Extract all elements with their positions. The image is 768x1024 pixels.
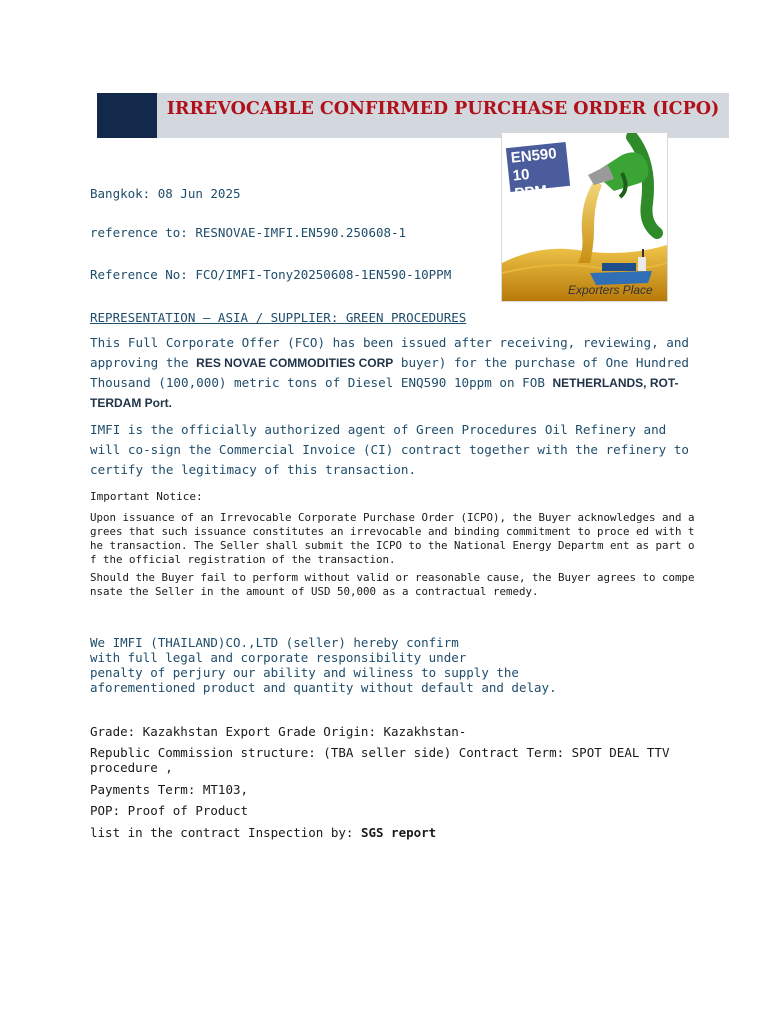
offer-text-part-1: This Full Corporate Offer (FCO) has been issued after receiving, reviewing, and approving the [90, 335, 689, 370]
date-line: Bangkok: 08 Jun 2025 [90, 186, 241, 201]
fuel-pump-image [501, 132, 668, 302]
en590-badge [506, 142, 570, 203]
offer-text-part-2: buyer) for the purchase of One Hundred Thousand (100,000) metric tons of Diesel ENQ590 10ppm on FOB [90, 355, 689, 390]
confirmation-line-1: We IMFI (THAILAND)CO.,LTD (seller) hereby confirm [90, 635, 459, 650]
reference-number-line: Reference No: FCO/IMFI-Tony20250608-1EN590-10PPM [90, 267, 452, 282]
header-accent-block [97, 93, 157, 138]
confirmation-line-4: aforementioned product and quantity without default and delay. [90, 680, 557, 695]
notice-heading: Important Notice: [90, 490, 203, 503]
inspection-label: list in the contract Inspection by: [90, 825, 361, 840]
inspection-line [90, 825, 436, 840]
pop-line: POP: Proof of Product [90, 803, 249, 818]
brand-watermark: Exporters Place [568, 283, 653, 297]
inspection-value: SGS report [360, 825, 437, 840]
payments-line: Payments Term: MT103, [90, 782, 249, 797]
badge-line-1: EN590 [510, 145, 558, 167]
representation-heading: REPRESENTATION – ASIA / SUPPLIER: GREEN PROCEDURES [90, 310, 467, 325]
reference-to-line: reference to: RESNOVAE-IMFI.EN590.250608-1 [90, 225, 407, 240]
confirmation-line-3: penalty of perjury our ability and wiliness to supply the [90, 665, 519, 680]
confirmation-block [90, 635, 610, 695]
notice-text-2: Should the Buyer fail to perform without valid or reasonable cause, the Buyer agrees to compensate the Seller in the amount of USD 50,000 as a contractual remedy. [90, 571, 695, 598]
buyer-name: RES NOVAE COMMODITIES CORP [196, 356, 394, 370]
commission-line: Republic Commission structure: (TBA seller side) Contract Term: SPOT DEAL TTV procedure , [90, 745, 670, 775]
grade-line: Grade: Kazakhstan Export Grade Origin: Kazakhstan- [90, 724, 467, 739]
notice-text-1: Upon issuance of an Irrevocable Corporate Purchase Order (ICPO), the Buyer acknowledges and agrees that such issuance constitutes an irrevocable and binding commitment to proce ed with the transaction. The Seller shall submit the ICPO to the National Energy Departm ent as part of the official registration of the transaction. [90, 511, 695, 566]
agent-paragraph: IMFI is the officially authorized agent of Green Procedures Oil Refinery and will co-sign the Commercial Invoice (CI) contract together with the refinery to certify the legitimacy of this transaction. [90, 422, 689, 477]
badge-line-2: 10 PPM [511, 165, 548, 203]
confirmation-line-2: with full legal and corporate responsibility under [90, 650, 467, 665]
document-title: IRREVOCABLE CONFIRMED PURCHASE ORDER (ICPO) [166, 99, 720, 119]
delivery-location: NETHERLANDS, ROT-TERDAM Port. [90, 376, 679, 410]
offer-paragraph [90, 333, 695, 413]
